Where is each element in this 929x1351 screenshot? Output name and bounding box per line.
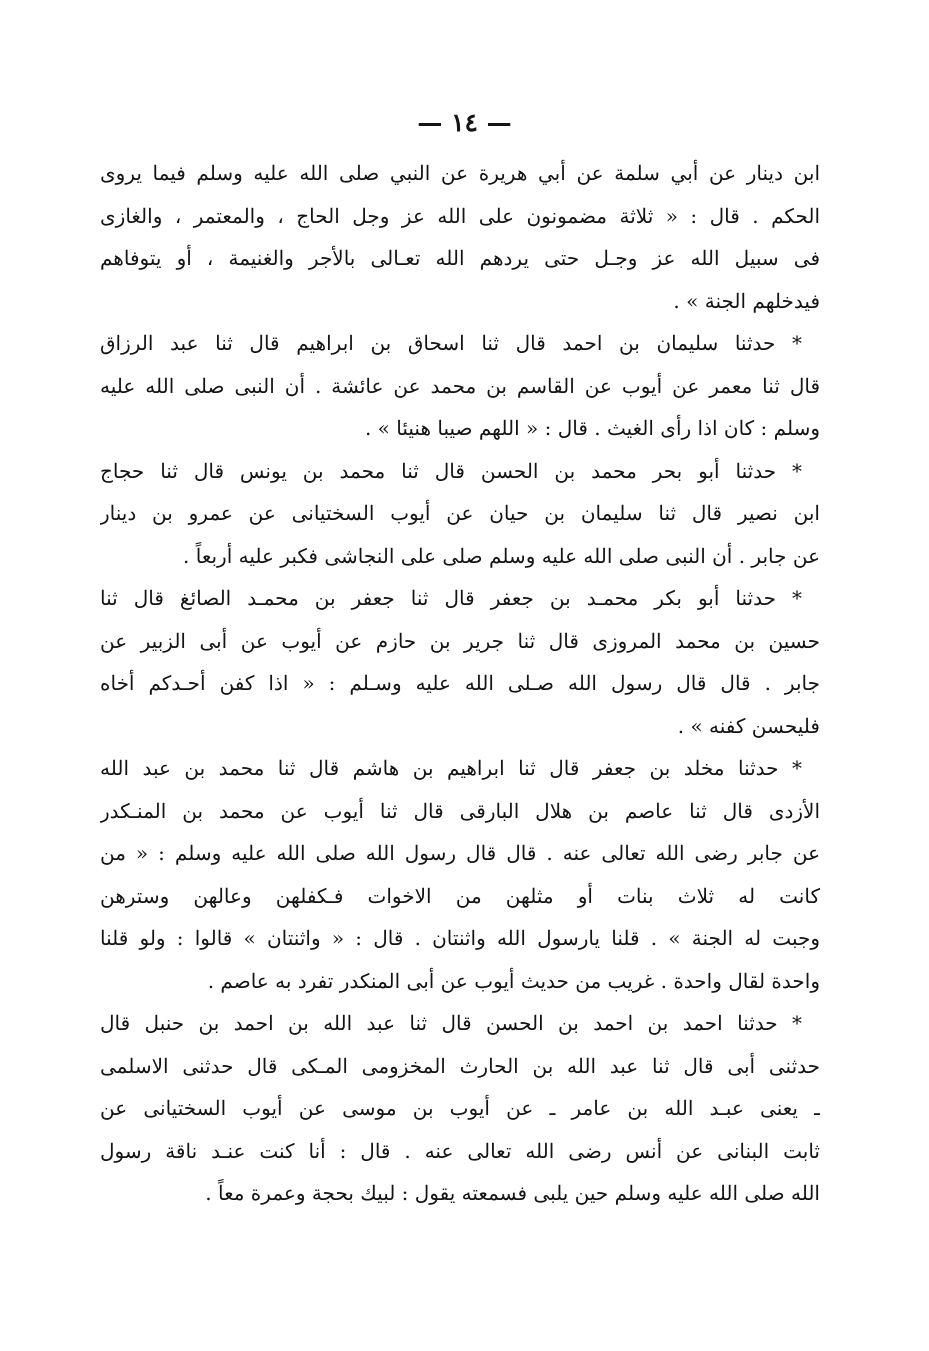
text-line: * حدثنا احمد بن احمد بن الحسن قال ثنا عبد الله بن احمد بن حنبل قال: [100, 1011, 802, 1035]
text-line: عن جابر رضى الله تعالى عنه . قال قال رسول الله صلى الله عليه وسلم : « من: [100, 841, 820, 865]
hadith-text-body: [100, 152, 820, 1215]
text-line: * حدثنا سليمان بن احمد قال ثنا اسحاق بن ابراهيم قال ثنا عبد الرزاق: [100, 331, 802, 355]
text-line: فيدخلهم الجنة » .: [673, 288, 820, 313]
text-line: الأزدى قال ثنا عاصم بن هلال البارقى قال ثنا أيوب عن محمد بن المنـكدر: [100, 798, 820, 823]
page-number: — ١٤ —: [417, 108, 512, 137]
text-line: حسين بن محمد المروزى قال ثنا جرير بن حازم عن أيوب عن أبى الزبير عن: [100, 628, 820, 653]
text-line: وجبت له الجنة » . قلنا يارسول الله واثنتان . قال : « واثنتان » قالوا : ولو قلنا: [100, 926, 820, 950]
text-line: ابن دينار عن أبي سلمة عن أبي هريرة عن النبي صلى الله عليه وسلم فيما يروى: [100, 161, 820, 185]
text-line: ثابت البنانى عن أنس رضى الله تعالى عنه . قال : أنا كنت عنـد ناقة رسول: [100, 1138, 820, 1163]
text-line: ابن نصير قال ثنا سليمان بن حيان عن أيوب السختيانى عن عمرو بن دينار: [100, 501, 820, 525]
text-line: واحدة لقال واحدة . غريب من حديث أيوب عن أبى المنكدر تفرد به عاصم .: [207, 968, 820, 993]
text-line: الله صلى الله عليه وسلم حين يلبى فسمعته يقول : لبيك بحجة وعمرة معاً .: [205, 1181, 820, 1205]
text-line: فى سبيل الله عز وجـل حتى يردهم الله تعـالى بالأجر والغنيمة ، أو يتوفاهم: [100, 246, 820, 270]
text-line: قال ثنا معمر عن أيوب عن القاسم بن محمد عن عائشة . أن النبى صلى الله عليه: [100, 373, 820, 398]
text-line: حدثنى أبى قال ثنا عبد الله بن الحارث المخزومى المـكى قال حدثنى الاسلمى: [100, 1053, 820, 1078]
text-line: * حدثنا أبو بكر محمـد بن جعفر قال ثنا جعفر بن محمـد الصائغ قال ثنا: [100, 586, 802, 610]
text-line: وسلم : كان اذا رأى الغيث . قال : « اللهم صيبا هنيئا » .: [364, 416, 820, 440]
text-line: كانت له ثلاث بنات أو مثلهن من الاخوات فـكفلهن وعالهن وسترهن: [100, 883, 820, 908]
text-line: عن جابر . أن النبى صلى الله عليه وسلم صلى على النجاشى فكبر عليه أربعاً .: [183, 543, 820, 568]
text-line: جابر . قال قال رسول الله صـلى الله عليه وسـلم : « اذا كفن أحـدكم أخاه: [100, 671, 820, 695]
text-line: فليحسن كفنه » .: [677, 713, 820, 738]
text-line: * حدثنا أبو بحر محمد بن الحسن قال ثنا محمد بن يونس قال ثنا حجاج: [100, 458, 802, 483]
text-line: * حدثنا مخلد بن جعفر قال ثنا ابراهيم بن هاشم قال ثنا محمد بن عبد الله: [100, 756, 802, 780]
text-line: ـ يعنى عبـد الله بن عامر ـ عن أيوب بن موسى عن أيوب السختيانى عن: [100, 1096, 820, 1120]
text-line: الحكم . قال : « ثلاثة مضمونون على الله عز وجل الحاج ، والمعتمر ، والغازى: [100, 203, 820, 228]
